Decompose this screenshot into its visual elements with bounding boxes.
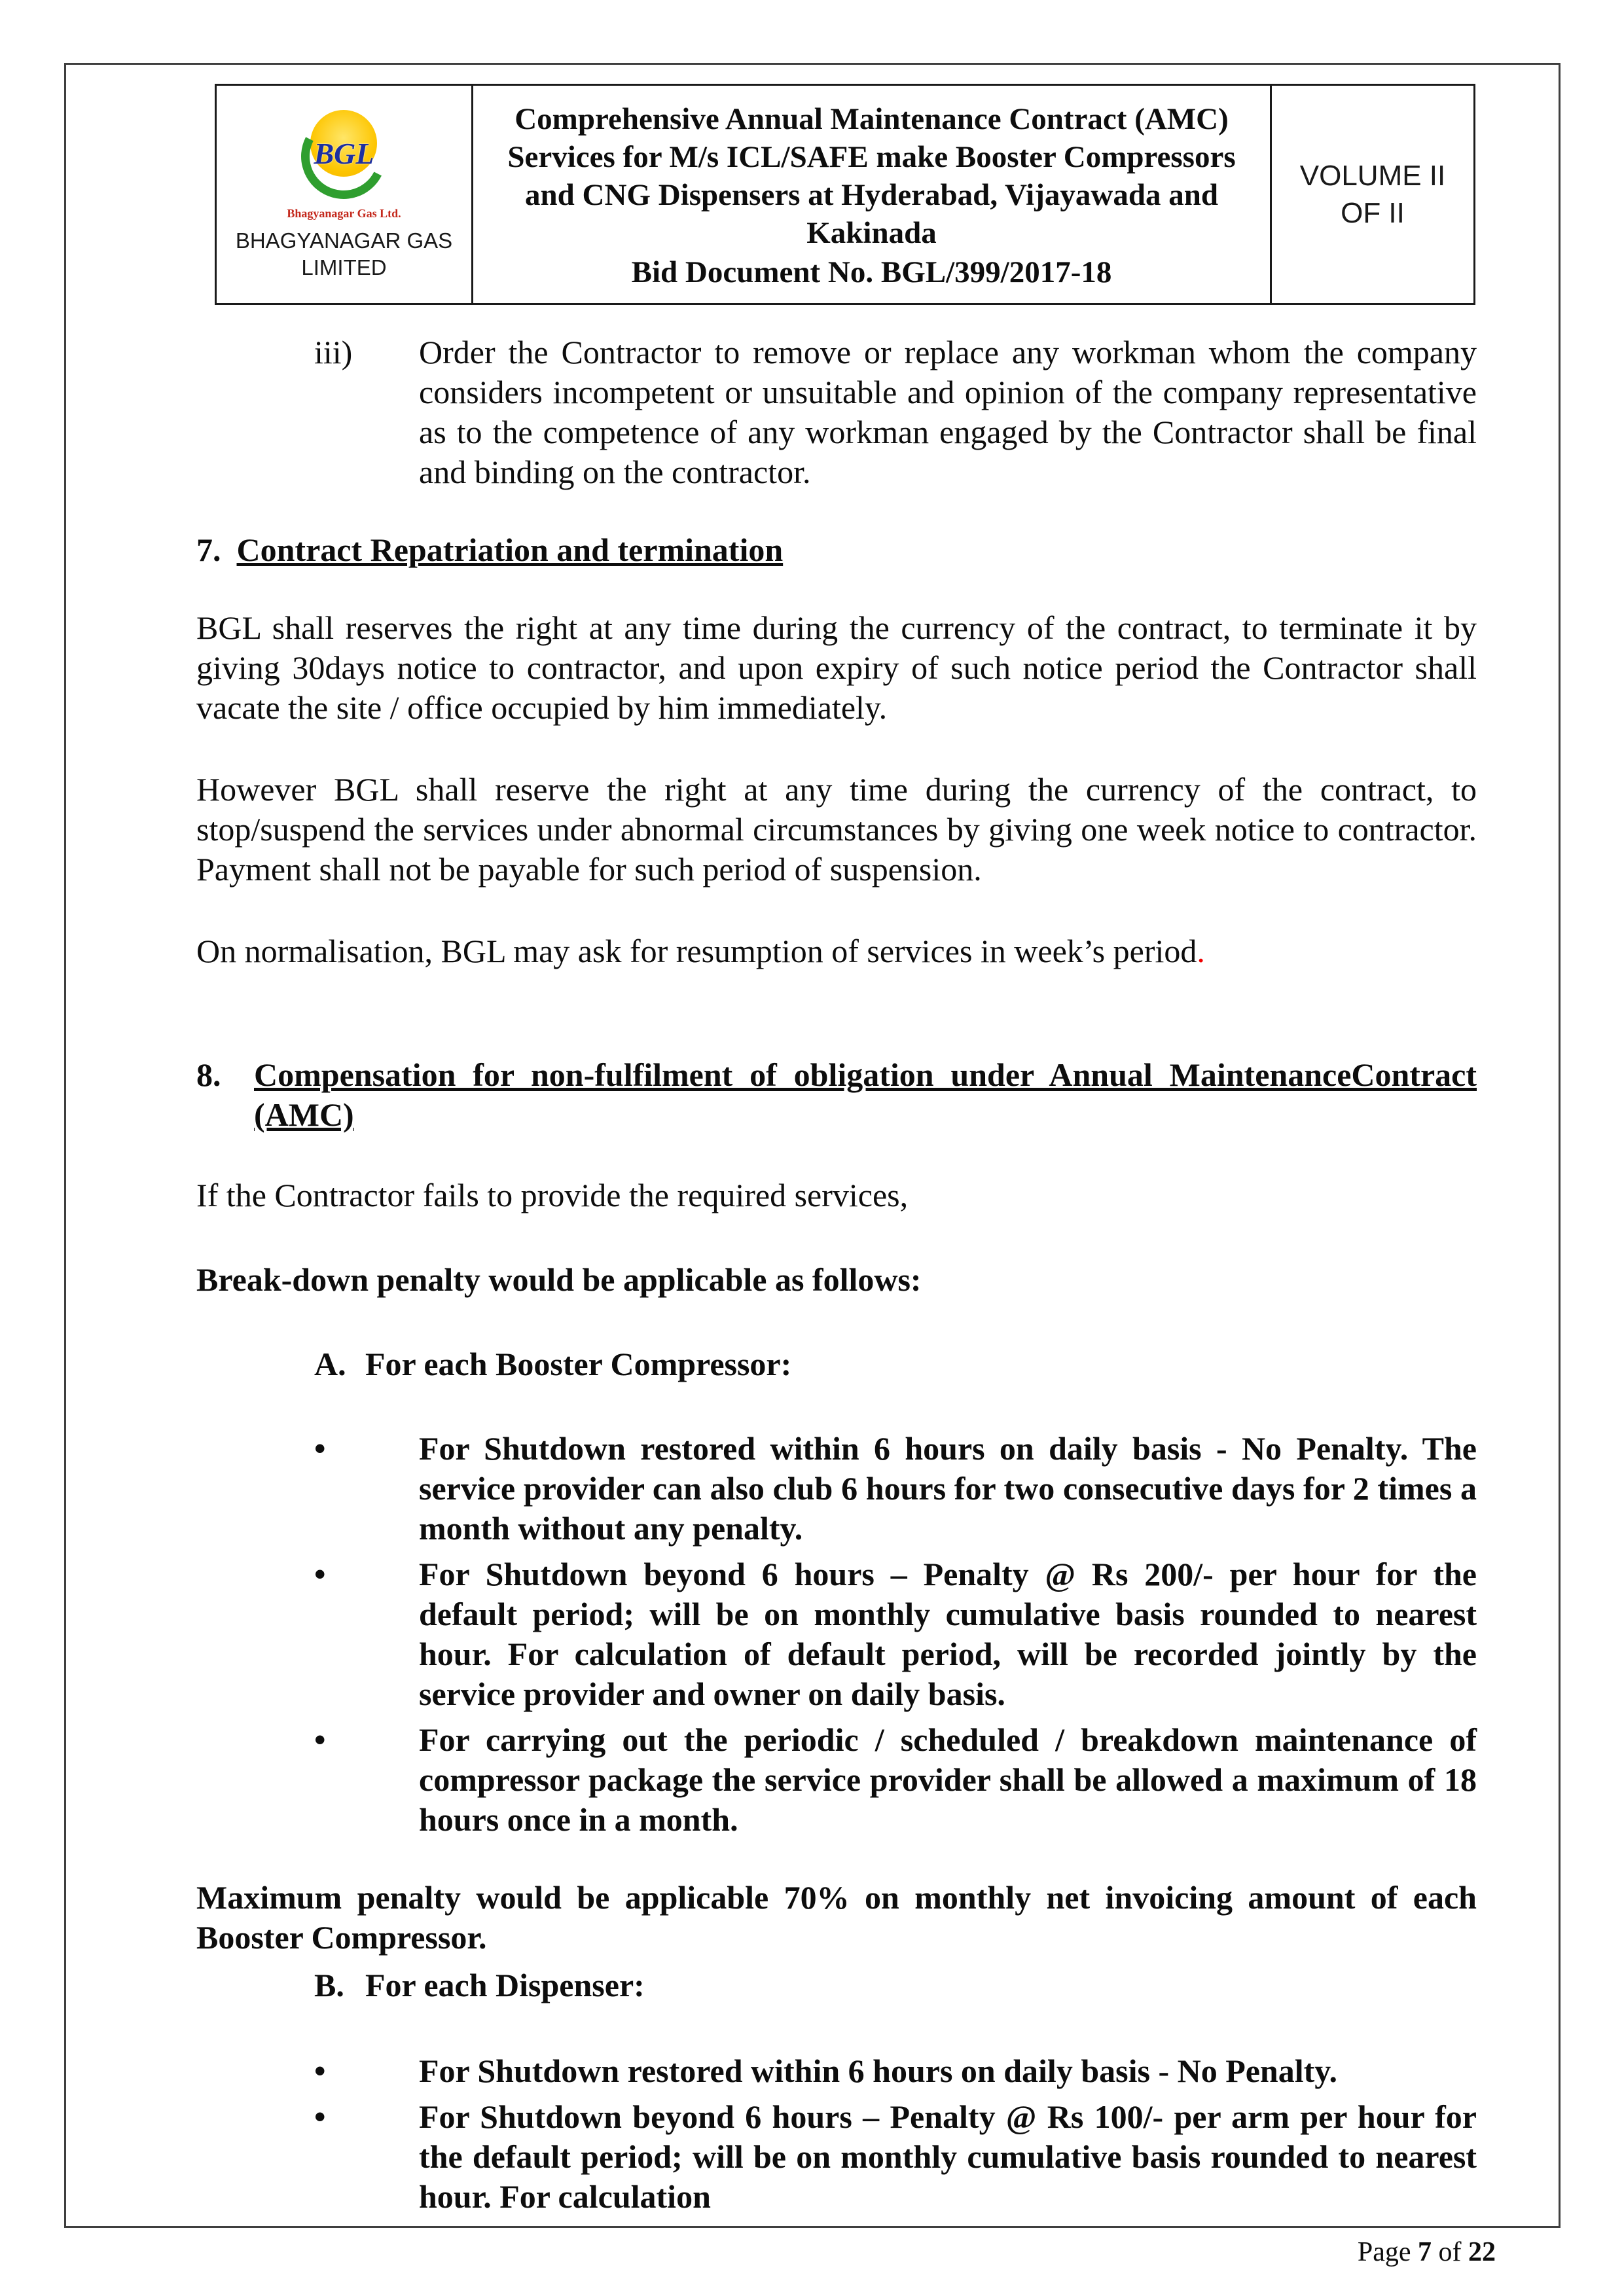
dispenser-bullet-list [196,2051,1477,2217]
normalisation-paragraph [196,931,1477,971]
bullet-icon: • [314,2053,326,2089]
bullet-text: For Shutdown restored within 6 hours on daily basis - No Penalty. The service provider can also club 6 hours for two consecutive days for 2 times a month without any penalty. [419,1430,1477,1547]
bullet-text: For Shutdown beyond 6 hours – Penalty @ Rs 200/- per hour for the default period; will be on monthly cumulative basis rounded to nearest hour. For calculation of default period, will be recorded jointly by the service provider and owner on daily basis. [419,1556,1477,1712]
alpha-marker-a: A. [314,1346,346,1382]
max-penalty-note: Maximum penalty would be applicable 70% on monthly net invoicing amount of each Booster Compressor. [196,1879,1477,1956]
termination-paragraph-1: BGL shall reserves the right at any time during the currency of the contract, to terminate it by giving 30days notice to contractor, and upon expiry of such notice period the Contractor shall vacate the site / office occupied by him immediately. [196,609,1477,726]
volume-line1: VOLUME II [1299,160,1446,192]
footer-total-pages: 22 [1468,2237,1496,2267]
list-item [196,2097,1477,2217]
intro-line: If the Contractor fails to provide the required services, [196,1177,909,1213]
list-item-text: Order the Contractor to remove or replace any workman whom the company considers incompetent or unsuitable and opinion of the company representative as to the competence of any workman engaged by the Contractor shall be final and binding on the contractor. [419,334,1477,490]
company-name-line1: BHAGYANAGAR GAS [235,228,453,253]
document-title: Comprehensive Annual Maintenance Contract (AMC) Services for M/s ICL/SAFE make Booster Compressors and CNG Dispensers at Hyderabad, Vijayawada and Kakinada [507,102,1236,250]
list-label-b [196,1965,1477,2005]
termination-paragraph-2: However BGL shall reserve the right at any time during the currency of the contract, to stop/suspend the services under abnormal circumstances by giving one week notice to contractor. Payment shall not be payable for such period of suspension. [196,771,1477,888]
section-8-number: 8. [196,1056,221,1093]
bid-document-number: Bid Document No. BGL/399/2017-18 [631,255,1112,289]
bullet-text: For carrying out the periodic / scheduled / breakdown maintenance of compressor package the service provider shall be allowed a maximum of 18 hours once in a month. [419,1721,1477,1838]
normalisation-text: On normalisation, BGL may ask for resumption of services in week’s period [196,933,1197,969]
penalty-heading: Break-down penalty would be applicable as follows: [196,1261,922,1298]
bullet-icon: • [314,2098,326,2135]
list-item [196,1429,1477,1549]
page-footer [1358,2236,1496,2269]
list-item [196,1554,1477,1714]
list-item [196,1720,1477,1840]
red-period: . [1197,933,1205,969]
alpha-marker-b: B. [314,1967,344,2003]
bullet-icon: • [314,1430,326,1467]
header-logo-cell [217,86,473,303]
logo-monogram: BGL [314,136,374,170]
section-7-heading [196,530,1477,570]
list-label-a [196,1344,1477,1384]
footer-of: of [1432,2237,1468,2267]
section-7-number: 7. [196,531,221,568]
footer-page-number: 7 [1418,2237,1432,2267]
bullet-text: For Shutdown restored within 6 hours on daily basis - No Penalty. [419,2053,1338,2089]
company-name [236,227,452,281]
list-item-iii [196,332,1477,492]
compressor-bullet-list [196,1429,1477,1840]
header-volume-cell [1272,86,1473,303]
company-logo-icon [285,109,403,206]
roman-numeral-marker: iii) [314,334,353,370]
page-content [196,84,1477,2223]
bullet-icon: • [314,1721,326,1758]
section-8-heading [196,1055,1477,1135]
section-7-title: Contract Repatriation and termination [236,531,784,568]
company-name-line2: LIMITED [301,255,387,279]
header-title-cell [473,86,1272,303]
logo-tagline: Bhagyanagar Gas Ltd. [287,206,401,220]
list-item [196,2051,1477,2091]
header-table [215,84,1475,305]
volume-line2: OF II [1341,197,1405,229]
alpha-title-b: For each Dispenser: [365,1967,645,2003]
alpha-title-a: For each Booster Compressor: [365,1346,792,1382]
bullet-icon: • [314,1556,326,1592]
footer-prefix: Page [1357,2237,1418,2267]
bullet-text: For Shutdown beyond 6 hours – Penalty @ Rs 100/- per arm per hour for the default period; will be on monthly cumulative basis rounded to nearest hour. For calculation [419,2098,1477,2215]
section-8-title: Compensation for non-fulfilment of obligation under Annual MaintenanceContract (AMC) [254,1056,1477,1133]
